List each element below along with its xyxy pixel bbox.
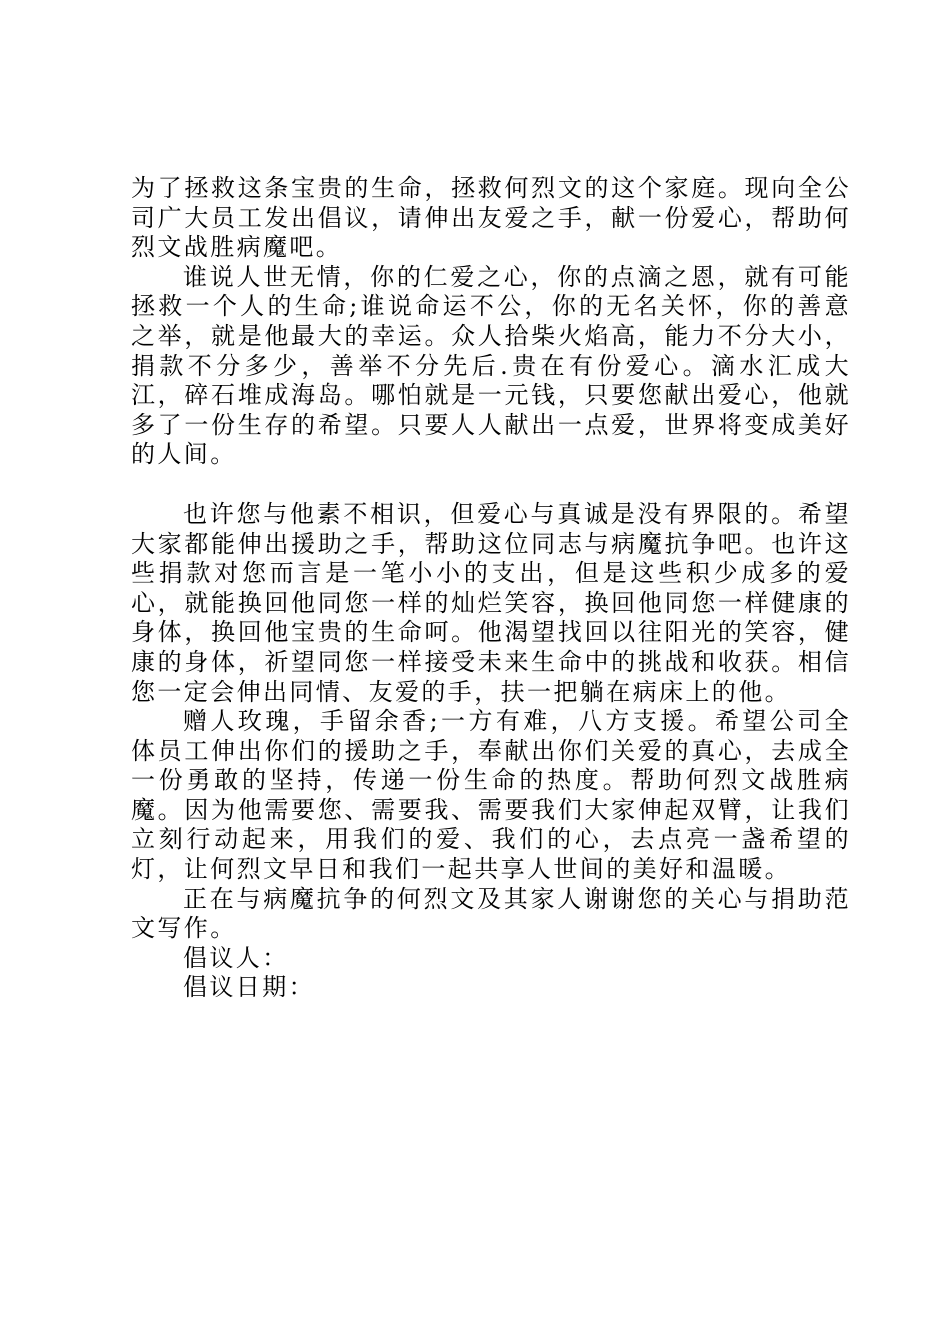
document-body: [131, 174, 851, 1003]
initiator-label: 倡议人：: [183, 943, 289, 972]
paragraph-appeal: 也许您与他素不相识，但爱心与真诚是没有界限的。希望大家都能伸出援助之手，帮助这位同志与病魔抗争吧。也许这些捐款对您而言是一笔小小的支出，但是这些积少成多的爱心，就能换回他同您一样的灿烂笑容，换回他同您一样健康的身体，换回他宝贵的生命呵。他渴望找回以往阳光的笑容，健康的身体，祈望同您一样接受未来生命中的挑战和收获。相信您一定会伸出同情、友爱的手，扶一把躺在病床上的他。: [131, 499, 851, 706]
initiative-date-label: 倡议日期：: [183, 973, 315, 1002]
paragraph-opening: 为了拯救这条宝贵的生命，拯救何烈文的这个家庭。现向全公司广大员工发出倡议，请伸出友爱之手，献一份爱心，帮助何烈文战胜病魔吧。: [131, 174, 851, 262]
paragraph-thanks: 正在与病魔抗争的何烈文及其家人谢谢您的关心与捐助范文写作。: [131, 884, 851, 943]
paragraph-call-to-action: 赠人玫瑰，手留余香;一方有难，八方支援。希望公司全体员工伸出你们的援助之手，奉献出你们关爱的真心，去成全一份勇敢的坚持，传递一份生命的热度。帮助何烈文战胜病魔。因为他需要您、需要我、需要我们大家伸起双臂，让我们立刻行动起来，用我们的爱、我们的心，去点亮一盏希望的灯，让何烈文早日和我们一起共享人世间的美好和温暖。: [131, 707, 851, 884]
paragraph-compassion: 谁说人世无情，你的仁爱之心，你的点滴之恩，就有可能拯救一个人的生命;谁说命运不公，你的无名关怀，你的善意之举，就是他最大的幸运。众人拾柴火焰高，能力不分大小，捐款不分多少，善举不分先后.贵在有份爱心。滴水汇成大江，碎石堆成海岛。哪怕就是一元钱，只要您献出爱心，他就多了一份生存的希望。只要人人献出一点爱，世界将变成美好的人间。: [131, 262, 851, 469]
